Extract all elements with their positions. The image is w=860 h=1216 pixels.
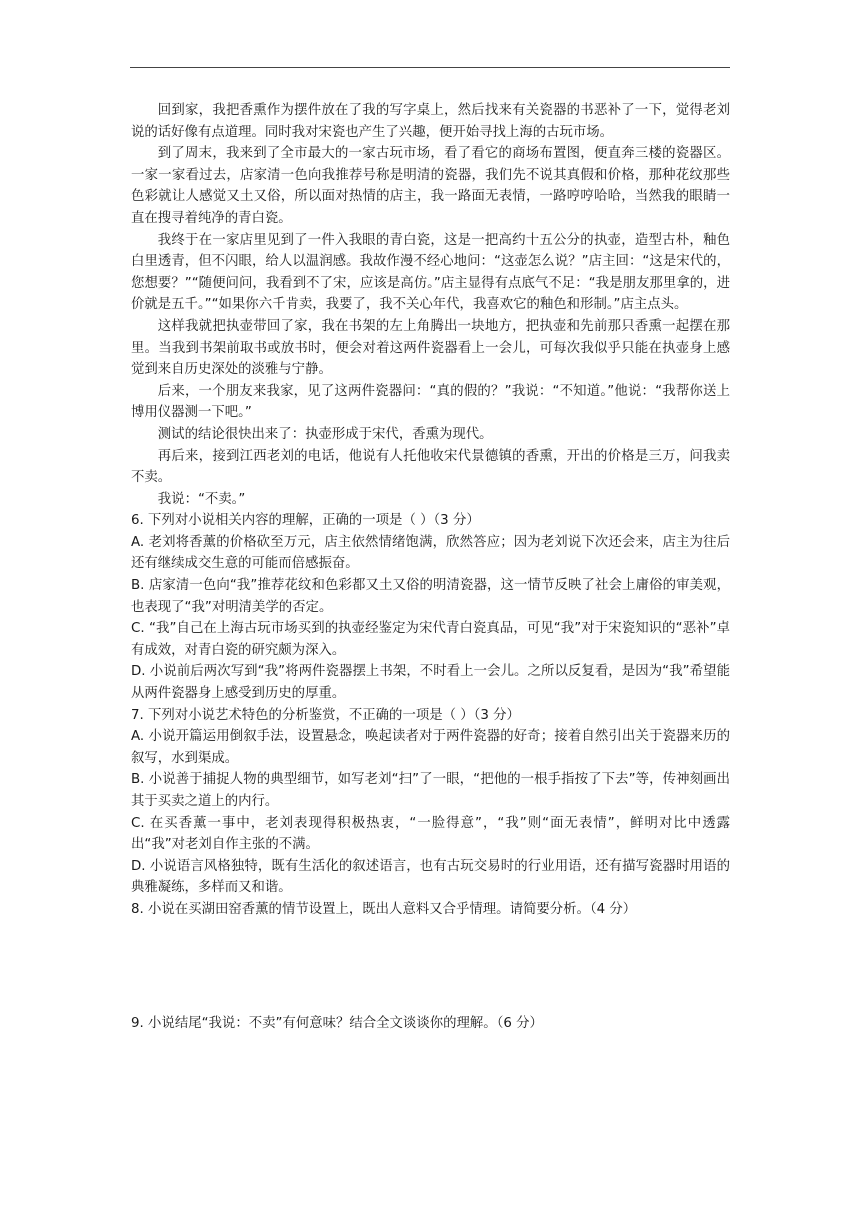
question-6-option-d: D. 小说前后两次写到“我”将两件瓷器摆上书架，不时看上一会儿。之所以反复看，是因为“我”希望能从两件瓷器身上感受到历史的厚重。: [131, 664, 730, 702]
question-6-option-b: B. 店家清一色向“我”推荐花纹和色彩都又土又俗的明清瓷器，这一情节反映了社会上庸俗的审美观，也表现了“我”对明清美学的否定。: [131, 578, 730, 615]
story-paragraph: 到了周末，我来到了全市最大的一家古玩市场，看了看它的商场布置图，便直奔三楼的瓷器区。一家一家看过去，店家清一色向我推荐号称是明清的瓷器，我们先不说其真假和价格，那种花纹那些色彩就让人感觉又土又俗，所以面对热情的店主，我一路面无表情，一路哼哼哈哈，当然我的眼睛一直在搜寻着纯净的青白瓷。: [131, 146, 730, 226]
question-7-title: 7. 下列对小说艺术特色的分析鉴赏，不正确的一项是（ ）（3 分）: [131, 707, 520, 723]
header-rule: [130, 67, 730, 68]
story-paragraph: 后来，一个朋友来我家，见了这两件瓷器问：“真的假的？”我说：“不知道。”他说：“我帮你送上博用仪器测一下吧。”: [131, 383, 730, 421]
story-paragraph: 我终于在一家店里见到了一件入我眼的青白瓷，这是一把高约十五公分的执壶，造型古朴，釉色白里透青，但不闪眼，给人以温润感。我故作漫不经心地问：“这壶怎么说？”店主回：“这是宋代的，您想要？”“随便问问，我看到不了宋，应该是高仿。”店主显得有点底气不足：“我是朋友那里拿的，进价就是五千。”“如果你六千肯卖，我要了，我不关心年代，我喜欢它的釉色和形制。”店主点头。: [131, 232, 730, 313]
story-paragraph: 我说：“不卖。”: [157, 491, 246, 507]
answer-space-question-8: [131, 921, 730, 1013]
story-paragraph: 测试的结论很快出来了：执壶形成于宋代，香熏为现代。: [157, 426, 493, 442]
story-paragraph: 再后来，接到江西老刘的电话，他说有人托他收宋代景德镇的香熏，开出的价格是三万，问我卖不卖。: [131, 448, 730, 486]
document-body: [131, 100, 730, 1034]
question-6-title: 6. 下列对小说相关内容的理解，正确的一项是（ ）（3 分）: [131, 513, 480, 529]
question-7-option-c: C. 在买香薰一事中，老刘表现得积极热衷，“一脸得意”，“我”则“面无表情”，鲜明对比中透露出“我”对老刘自作主张的不满。: [131, 815, 730, 853]
question-6-option-c: C. “我”自己在上海古玩市场买到的执壶经鉴定为宋代青白瓷真品，可见“我”对于宋瓷知识的“恶补”卓有成效，对青白瓷的研究颇为深入。: [131, 621, 730, 658]
question-7-option-d: D. 小说语言风格独特，既有生活化的叙述语言，也有古玩交易时的行业用语，还有描写瓷器时用语的典雅凝练，多样而又和谐。: [131, 858, 730, 896]
question-6-option-a: A. 老刘将香薰的价格砍至万元，店主依然情绪饱满，欣然答应；因为老刘说下次还会来，店主为往后还有继续成交生意的可能而倍感振奋。: [131, 534, 730, 572]
question-9-title: 9. 小说结尾“我说：不卖”有何意味？结合全文谈谈你的理解。（6 分）: [131, 1015, 543, 1031]
story-paragraph: 这样我就把执壶带回了家，我在书架的左上角腾出一块地方，把执壶和先前那只香熏一起摆在那里。当我到书架前取书或放书时，便会对着这两件瓷器看上一会儿，可每次我似乎只能在执壶身上感觉到来自历史深处的淡雅与宁静。: [131, 318, 730, 378]
story-paragraph: 回到家，我把香熏作为摆件放在了我的写字桌上，然后找来有关瓷器的书恶补了一下，觉得老刘说的话好像有点道理。同时我对宋瓷也产生了兴趣，便开始寻找上海的古玩市场。: [131, 103, 730, 140]
question-8-title: 8. 小说在买湖田窑香薰的情节设置上，既出人意料又合乎情理。请简要分析。（4 分）: [131, 901, 637, 917]
question-7-option-a: A. 小说开篇运用倒叙手法，设置悬念，唤起读者对于两件瓷器的好奇；接着自然引出关于瓷器来历的叙写，水到渠成。: [131, 729, 730, 766]
question-7-option-b: B. 小说善于捕捉人物的典型细节，如写老刘“扫”了一眼，“把他的一根手指按了下去”等，传神刻画出其于买卖之道上的内行。: [131, 772, 730, 809]
